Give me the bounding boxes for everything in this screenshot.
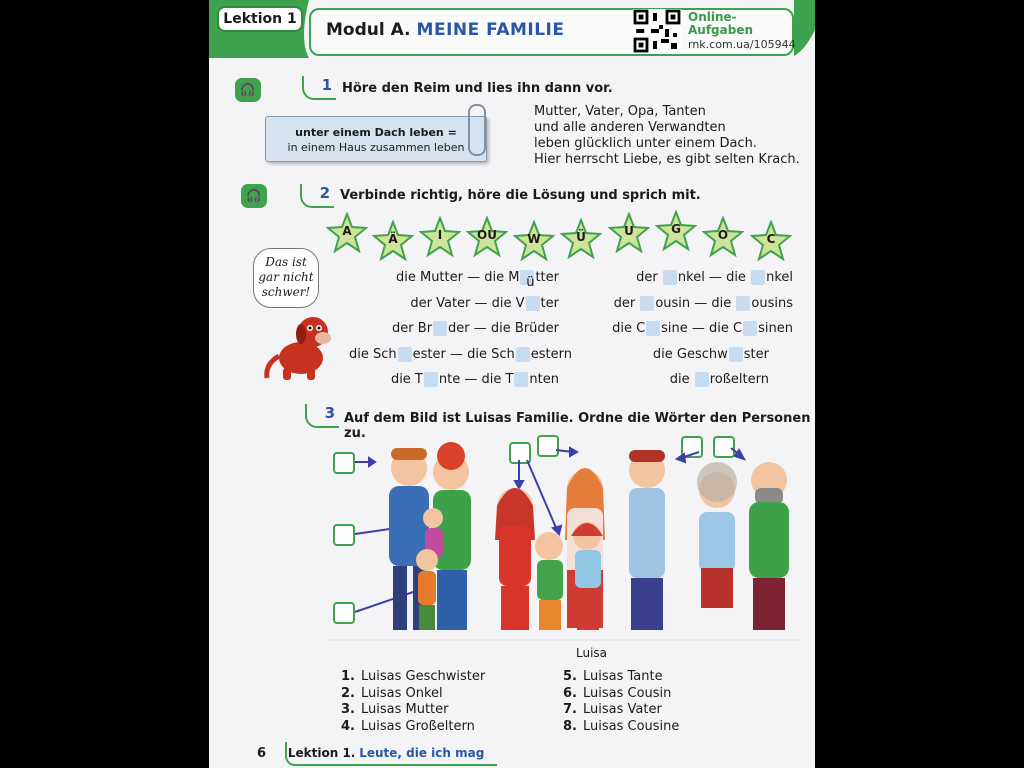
word-text: ester — die Sch [412,346,515,362]
modul-title [326,20,565,40]
letter-gap[interactable] [516,347,530,362]
list-item [341,669,485,686]
letter-star-label: I [437,228,443,242]
word-row [349,265,559,291]
online-tasks-label [688,11,753,37]
family-illustration [329,430,809,650]
letter-star[interactable] [655,210,697,252]
online-line1: Online- [688,10,737,24]
footer-title: Leute, die ich mag [359,746,485,760]
letter-star-label: O [717,228,729,242]
word-row [585,367,793,393]
list-number: 5. [563,669,577,684]
poem-line: leben glücklich unter einem Dach. [534,136,757,151]
letter-gap[interactable] [743,321,757,336]
word-text: tter [535,270,559,285]
word-text: sinen [758,321,793,336]
letter-gap[interactable] [526,296,540,311]
letter-star[interactable] [466,216,508,258]
letter-gap[interactable]: ü [520,270,534,285]
letter-gap[interactable] [736,296,750,311]
list-item [341,702,485,719]
footer-lektion: Lektion 1. [287,746,356,760]
page-footer [257,746,484,761]
speech-line: gar nicht [258,270,314,284]
letter-star-label: C [766,232,776,246]
word-text: der Vater — die V [410,295,525,311]
letter-gap[interactable] [424,372,438,387]
letter-gap[interactable] [751,270,765,285]
word-row [585,291,793,317]
exercise-2-title: Verbinde richtig, höre die Lösung und sprich mit. [340,188,701,203]
word-text: die [669,372,694,387]
word-text: nkel — die [677,270,751,285]
word-text: der Br [392,321,433,336]
list-text: Luisas Cousin [582,685,672,701]
speech-line: Das ist [265,255,307,269]
word-text: roßeltern [709,372,769,387]
word-text: der [613,295,640,311]
lektion-tab: Lektion 1 [217,6,303,32]
speech-bubble [253,248,319,308]
letter-gap[interactable] [514,372,528,387]
list-text: Luisas Mutter [360,702,449,717]
speech-line: schwer! [261,285,311,299]
note-text: in einem Haus zusammen leben [287,141,465,154]
note-bold: unter einem Dach leben = [295,126,457,139]
letter-star[interactable] [419,216,461,258]
word-text: nte — die T [438,372,514,387]
exercise-3-number: 3 [305,404,339,428]
word-text: die Mutter — die M [395,270,520,285]
rhyme-poem [534,104,800,168]
online-line2: Aufgaben [688,23,754,37]
online-url[interactable]: rnk.com.ua/105944 [688,38,796,51]
exercise-3-title: Auf dem Bild ist Luisas Familie. Ordne die Wörter den Personen zu. [344,411,811,441]
letter-star[interactable] [326,212,368,254]
word-text: der [636,270,662,285]
word-text: ter [540,295,559,311]
list-item [341,719,485,736]
letter-gap[interactable] [640,296,654,311]
letter-stars [326,210,806,260]
word-text: die T [390,372,423,387]
letter-star[interactable] [372,220,414,262]
word-list-left-ex3 [341,669,485,735]
word-list-right-ex3 [563,669,679,735]
word-text: die Sch [349,346,397,362]
list-item [563,686,679,703]
letter-gap[interactable] [398,347,412,362]
letter-gap[interactable] [433,321,447,336]
modul-subtitle: MEINE FAMILIE [416,20,565,40]
word-text: nten [529,372,559,387]
letter-gap[interactable] [646,321,660,336]
poem-line: Hier herrscht Liebe, es gibt selten Krach. [534,152,800,167]
list-number: 4. [341,718,355,734]
textbook-page [209,0,815,768]
word-text: estern [530,346,572,362]
letter-star[interactable] [608,212,650,254]
exercise-1-number: 1 [302,76,336,100]
list-item [563,719,679,736]
list-number: 3. [341,702,355,717]
page-number: 6 [257,746,267,761]
word-text: der — die Brüder [448,321,559,336]
word-row [349,291,559,317]
list-number: 8. [563,718,577,734]
list-number: 1. [341,669,355,684]
word-row [585,316,793,342]
letter-star-label: G [671,222,681,236]
word-text: ousins [751,295,793,311]
letter-star[interactable] [513,220,555,262]
letter-star[interactable] [560,218,602,260]
poem-line: Mutter, Vater, Opa, Tanten [534,104,706,119]
word-row [349,316,559,342]
list-item [563,702,679,719]
list-text: Luisas Vater [582,702,662,717]
list-text: Luisas Tante [582,669,663,684]
word-text: die Geschw [652,346,728,362]
modul-label: Modul A. [326,20,411,40]
letter-star-label: A [342,224,352,238]
letter-gap[interactable] [663,270,677,285]
letter-star[interactable] [750,220,792,262]
word-row [585,342,793,368]
list-text: Luisas Cousine [582,718,680,734]
letter-star-label: Ä [388,232,398,246]
letter-star-label: Ü [576,230,586,244]
dog-mascot-icon [261,312,335,384]
paperclip-icon [468,104,486,156]
headphones-icon[interactable]: 🎧 [235,78,261,102]
word-text: ousin — die [655,295,736,311]
letter-gap[interactable] [695,372,709,387]
list-number: 2. [341,685,355,701]
qr-code-icon[interactable] [633,9,681,53]
list-text: Luisas Großeltern [360,718,475,734]
letter-star-label: W [527,232,541,246]
headphones-icon[interactable]: 🎧 [241,184,267,208]
list-item [563,669,679,686]
list-number: 6. [563,685,577,701]
word-row [349,342,572,368]
list-number: 7. [563,702,577,717]
word-list-left [349,265,572,393]
letter-star[interactable] [702,216,744,258]
word-text: nkel [766,270,793,285]
letter-star-label: OU [477,228,497,242]
word-row [349,367,559,393]
letter-gap[interactable] [729,347,743,362]
vocab-note-card [265,116,487,162]
poem-line: und alle anderen Verwandten [534,120,726,135]
list-text: Luisas Onkel [360,685,443,701]
list-item [341,686,485,703]
word-row [585,265,793,291]
list-text: Luisas Geschwister [360,669,486,684]
word-list-right [585,265,793,393]
exercise-2-number: 2 [300,184,334,208]
word-text: ster [743,346,769,362]
word-text: sine — die C [661,321,743,336]
luisa-label: Luisa [576,646,608,660]
letter-star-label: U [624,224,634,238]
exercise-1-title: Höre den Reim und lies ihn dann vor. [342,81,613,96]
word-text: die C [612,321,646,336]
